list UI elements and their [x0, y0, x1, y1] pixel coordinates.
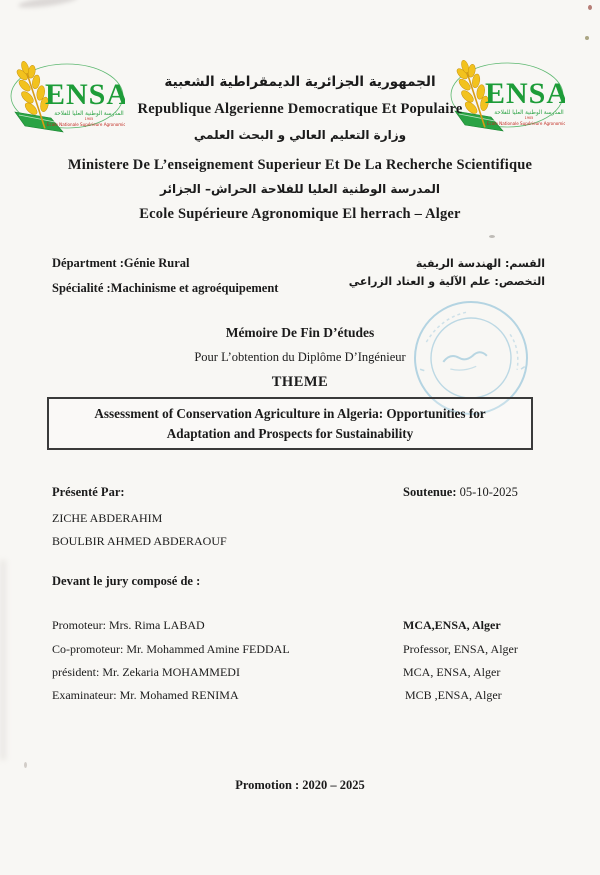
theme-label: THEME: [271, 374, 329, 390]
jury-affiliation: MCB ,ENSA, Alger: [405, 688, 502, 702]
header-ministry: Ministere De L’enseignement Superieur Et De La Recherche Scientifique: [67, 157, 533, 173]
ensa-logo-left: [5, 58, 125, 138]
speciality-arabic: التخصص: علم الآلية و العتاد الزراعي: [348, 275, 545, 288]
scan-speck: [24, 762, 27, 768]
promotion-line: Promotion : 2020 – 2025: [235, 778, 365, 792]
thesis-title-line1: Assessment of Conservation Agriculture in Algeria: Opportunities for: [94, 405, 486, 421]
svg-text:1905: 1905: [524, 116, 534, 120]
department-arabic: القسم: الهندسة الريفية: [415, 257, 545, 270]
ensa-logo-right: [445, 57, 565, 137]
department-line: Départment :Génie Rural: [52, 256, 190, 270]
svg-text:المدرسة الوطنية العليا للفلاحة: المدرسة الوطنية العليا للفلاحة: [54, 111, 124, 117]
scan-speck: [585, 36, 589, 40]
ensa-logo-icon: [5, 58, 125, 138]
defense-date-value: 05-10-2025: [456, 485, 518, 499]
thesis-title-box: [47, 397, 533, 450]
svg-text:ENSA: ENSA: [484, 77, 565, 110]
header-arabic-school: المدرسة الوطنية العليا للفلاحة الحراش– الجزائر: [160, 182, 440, 196]
scan-speck: [489, 235, 495, 238]
scan-edge-shade: [0, 560, 6, 760]
header-arabic-republic: الجمهورية الجزائرية الديمقراطية الشعبية: [164, 74, 436, 90]
defense-date-line: [403, 485, 518, 500]
presented-by-label: Présenté Par:: [52, 485, 125, 499]
defense-date-label: Soutenue:: [403, 485, 457, 499]
jury-role: président: Mr. Zekaria MOHAMMEDI: [52, 665, 240, 679]
svg-text:1905: 1905: [84, 117, 94, 121]
svg-text:ENSA: ENSA: [44, 78, 125, 111]
svg-text:المدرسة الوطنية العليا للفلاحة: المدرسة الوطنية العليا للفلاحة: [494, 110, 564, 116]
jury-role: Examinateur: Mr. Mohamed RENIMA: [52, 688, 239, 702]
speciality-line: Spécialité :Machinisme et agroéquipement: [52, 281, 279, 295]
memoire-subtitle: Pour L’obtention du Diplôme D’Ingénieur: [194, 350, 406, 364]
header-republic: Republique Algerienne Democratique Et Populaire: [137, 101, 463, 117]
ensa-logo-icon: [445, 57, 565, 137]
header-school: Ecole Supérieure Agronomique El herrach – Alger: [139, 206, 461, 222]
svg-text:Ecole Nationale Supérieure Agr: Ecole Nationale Supérieure Agronomique: [486, 121, 565, 126]
jury-affiliation: MCA,ENSA, Alger: [403, 618, 501, 632]
memoire-title: Mémoire De Fin D’études: [225, 325, 375, 340]
jury-heading: Devant le jury composé de :: [52, 574, 201, 588]
jury-role: Co-promoteur: Mr. Mohammed Amine FEDDAL: [52, 642, 290, 656]
jury-role: Promoteur: Mrs. Rima LABAD: [52, 618, 205, 632]
scan-speck: [588, 5, 592, 10]
jury-affiliation: Professor, ENSA, Alger: [403, 642, 518, 656]
svg-text:Ecole Nationale Supérieure Agr: Ecole Nationale Supérieure Agronomique: [46, 122, 125, 127]
scan-smudge: [18, 0, 79, 10]
author-name: BOULBIR AHMED ABDERAOUF: [52, 534, 227, 548]
header-arabic-ministry: وزارة التعليم العالي و البحث العلمي: [193, 128, 407, 142]
thesis-title-line2: Adaptation and Prospects for Sustainability: [166, 425, 414, 441]
jury-affiliation: MCA, ENSA, Alger: [403, 665, 501, 679]
author-name: ZICHE ABDERAHIM: [52, 511, 163, 525]
